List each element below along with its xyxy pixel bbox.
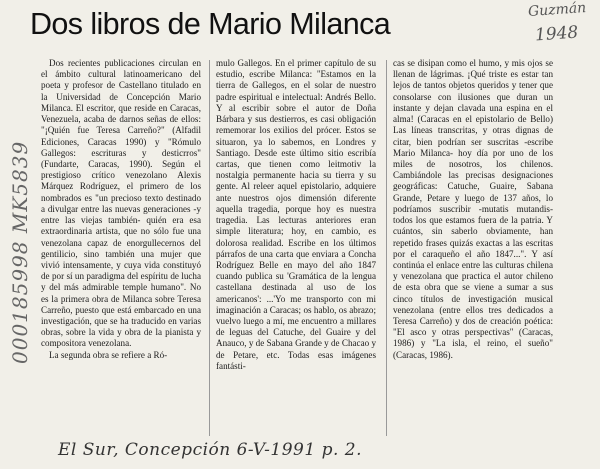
column-divider	[209, 60, 210, 436]
headline: Dos libros de Mario Milanca	[30, 7, 391, 41]
column-1-paragraph-1: Dos recientes publicaciones circulan en el ámbito cultural latinoamericano del poeta y profesor de Castellano titulado en la Universidad de Concepción Mario Milanca. El escritor, que reside en Caracas, Venezuela, acaba de darnos señas de ellos: "¡Quién fue Teresa Carreño?" (Alfadil Ediciones, Caracas 1990) y "Rómulo Gallegos: escrituras y desticrros" (Fundarte, Caracas, 1990). Según el prestigioso crítico venezolano Alexis Márquez Rodríguez, el primero de los nombrados es "un precioso texto destinado a divulgar entre las nuevas generaciones -y entre las viejas también- quién era esa extraordinaria artista, que no sólo fue una venezolana capaz de enorgullecernos del gentilicio, sino también una mujer que vivió intensamente, y cuya vida constituyó de por sí un paradigma del espíritu de lucha y del más admirable temple humano". No es la primera obra de Milanca sobre Teresa Carreño, puesto que está embarcado en una investigación, que se ha traducido en varias obras, sobre la vida y obra de la pianista y compositora venezolana.	[41, 58, 201, 349]
article-column-3	[393, 58, 553, 361]
handwritten-author-note: Guzmán	[527, 0, 587, 21]
handwritten-source-citation: El Sur, Concepción 6-V-1991 p. 2.	[58, 440, 362, 460]
column-divider	[386, 60, 387, 436]
column-1-paragraph-2: La segunda obra se refiere a Ró-	[49, 349, 168, 360]
column-3-paragraph-1: cas se disipan como el humo, y mis ojos se llenan de lágrimas. ¡Qué triste es estar tan lejos de tantos objetos queridos y tener que consolarse con ilusiones que duran un instante y dejan clavada una espina en el alma! (Caracas en el epistolario de Bello) Las líneas transcritas, y otras dignas de citar, bien podrían ser suscritas -escribe Mario Milanca- hoy día por uno de los miles de nosotros, los chilenos. Cambiándole las precisas designaciones geográficas: Catuche, Guaire, Sabana Grande, Petare y luego de 137 años, lo podríamos suscribir -mutatis mutandis- todos los que estamos fuera de la patria. Y cuántos, sin saberlo obviamente, han repetido frases quizás exactas a las escritas por el caraqueño el año 1847...". Y así continúa el enlace entre las culturas chilena y venezolana que practica el autor chileno de esta obra que se viene a sumar a sus cinco títulos de investigación musical venezolana (entre ellos tres dedicados a Teresa Carreño) y dos de creación poética: "El asco y otras perspectivas" (Caracas, 1986) y "La isla, el reino, el sueño" (Caracas, 1986).	[393, 58, 553, 360]
article-column-1	[41, 58, 201, 361]
handwritten-year-note: 1948	[534, 22, 579, 46]
handwritten-call-number: 000185998 MK5839	[8, 140, 32, 364]
article-column-2	[216, 58, 376, 372]
column-2-paragraph-1: mulo Gallegos. En el primer capítulo de su estudio, escribe Milanca: "Estamos en la tierra de Gallegos, en el solar de nuestro padre espiritual e intelectual: Andrés Bello. Y al escribir sobre el autor de Doña Bárbara y sus destierros, es casi obligación rememorar los exilios del prócer. Estos se situaron, ya lo sabemos, en Londres y Santiago. Desde este último sitio escribía cartas, que tienen como leitmotiv la nostalgia permanente hacia su tierra y su gente. Al releer aquel epistolario, adquiere ante nuestros ojos dimensión diferente aquella tragedia, porque hoy es nuestra tragedia. Las lecturas anteriores eran simple literatura; hoy, en cambio, es dolorosa realidad. Escribe en los últimos párrafos de una carta que enviara a Concha Rodríguez Belle en mayo del año 1847 cuando publica su 'Gramática de la lengua castellana destinada al uso de los americanos': ...'Yo me transporto con mi imaginación a Caracas; os hablo, os abrazo; vuelvo luego a mí, me encuentro a millares de leguas del Catuche, del Guaire y del Anauco, y de Sabana Grande y de Chacao y de Petare, etc. Todas esas imágenes fantásti-	[216, 58, 376, 371]
